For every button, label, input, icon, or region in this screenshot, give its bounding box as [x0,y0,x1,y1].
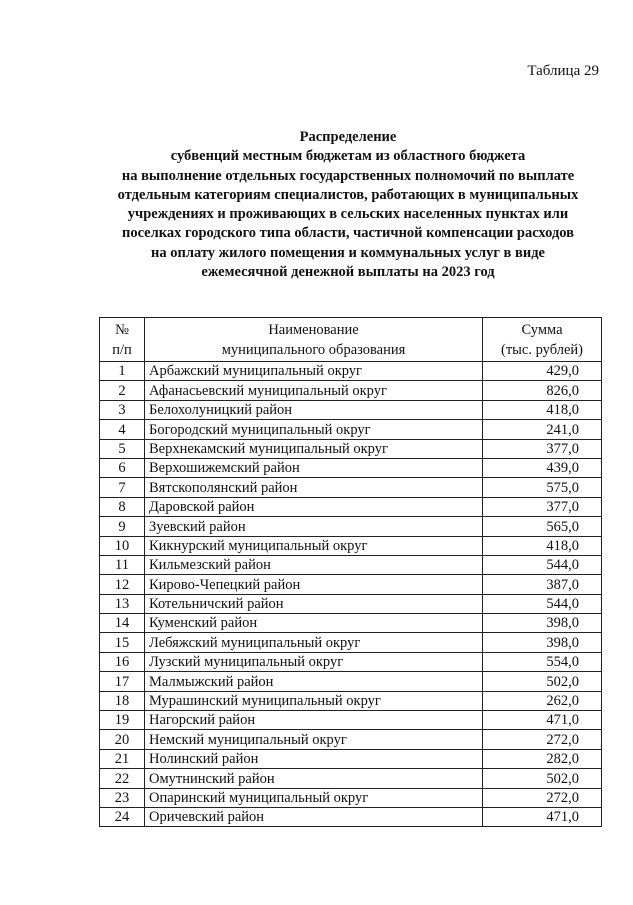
amount-cell: 272,0 [483,730,602,749]
municipality-name-cell: Верхошижемский район [145,458,483,477]
municipality-name-cell: Котельничский район [145,594,483,613]
amount-cell: 439,0 [483,458,602,477]
table-row [100,769,602,788]
municipality-name-cell: Немский муниципальный округ [145,730,483,749]
municipality-name-cell: Опаринский муниципальный округ [145,788,483,807]
distribution-table [99,317,602,827]
municipality-name-cell: Мурашинский муниципальный округ [145,691,483,710]
amount-cell: 377,0 [483,439,602,458]
table-row [100,652,602,671]
heading-line: поселках городского типа области, частичной компенсации расходов [121,225,575,242]
table-row [100,749,602,768]
municipality-name-cell: Нолинский район [145,749,483,768]
amount-cell: 544,0 [483,594,602,613]
municipality-name-cell: Афанасьевский муниципальный округ [145,381,483,400]
table-row [100,575,602,594]
table-row [100,420,602,439]
row-number-cell: 21 [100,749,145,768]
column-header-sum [483,318,602,362]
table-row [100,807,602,826]
table-row [100,497,602,516]
column-header-text: муниципального образования [221,341,406,358]
amount-cell: 471,0 [483,711,602,730]
municipality-name-cell: Верхнекамский муниципальный округ [145,439,483,458]
row-number-cell: 10 [100,536,145,555]
row-number-cell: 1 [100,362,145,381]
row-number-cell: 3 [100,400,145,419]
table-row [100,788,602,807]
municipality-name-cell: Нагорский район [145,711,483,730]
column-header-number [100,318,145,362]
heading-line: отдельным категориям специалистов, работающих в муниципальных [117,186,579,203]
table-row [100,536,602,555]
amount-cell: 429,0 [483,362,602,381]
municipality-name-cell: Арбажский муниципальный округ [145,362,483,381]
row-number-cell: 5 [100,439,145,458]
amount-cell: 826,0 [483,381,602,400]
table-row [100,711,602,730]
table-row [100,555,602,574]
column-header-text: п/п [112,341,132,358]
table-row [100,478,602,497]
heading-line: ежемесячной денежной выплаты на 2023 год [201,264,495,281]
amount-cell: 241,0 [483,420,602,439]
amount-cell: 575,0 [483,478,602,497]
amount-cell: 262,0 [483,691,602,710]
amount-cell: 377,0 [483,497,602,516]
row-number-cell: 15 [100,633,145,652]
municipality-name-cell: Кикнурский муниципальный округ [145,536,483,555]
municipality-name-cell: Зуевский район [145,517,483,536]
heading-line: субвенций местным бюджетам из областного бюджета [170,148,526,165]
column-header-text: Наименование [268,321,359,338]
amount-cell: 272,0 [483,788,602,807]
municipality-name-cell: Белохолуницкий район [145,400,483,419]
municipality-name-cell: Оричевский район [145,807,483,826]
table-row [100,730,602,749]
column-header-text: № [115,321,129,338]
municipality-name-cell: Богородский муниципальный округ [145,420,483,439]
row-number-cell: 16 [100,652,145,671]
municipality-name-cell: Лебяжский муниципальный округ [145,633,483,652]
column-header-name [145,318,483,362]
table-row [100,517,602,536]
row-number-cell: 17 [100,672,145,691]
row-number-cell: 14 [100,614,145,633]
row-number-cell: 11 [100,555,145,574]
municipality-name-cell: Лузский муниципальный округ [145,652,483,671]
row-number-cell: 13 [100,594,145,613]
heading-line: учреждениях и проживающих в сельских населенных пунктах или [127,206,569,223]
document-heading [98,128,598,282]
table-row [100,458,602,477]
table-number-label: Таблица 29 [527,63,599,79]
municipality-name-cell: Малмыжский район [145,672,483,691]
amount-cell: 565,0 [483,517,602,536]
heading-line: на выполнение отдельных государственных полномочий по выплате [121,167,575,184]
row-number-cell: 18 [100,691,145,710]
row-number-cell: 7 [100,478,145,497]
row-number-cell: 4 [100,420,145,439]
municipality-name-cell: Куменский район [145,614,483,633]
table-row [100,594,602,613]
column-header-text: (тыс. рублей) [501,341,583,358]
amount-cell: 418,0 [483,536,602,555]
row-number-cell: 9 [100,517,145,536]
row-number-cell: 19 [100,711,145,730]
row-number-cell: 22 [100,769,145,788]
column-header-text: Сумма [521,321,563,338]
amount-cell: 554,0 [483,652,602,671]
municipality-name-cell: Кирово-Чепецкий район [145,575,483,594]
heading-line: Распределение [299,129,397,145]
amount-cell: 282,0 [483,749,602,768]
row-number-cell: 12 [100,575,145,594]
row-number-cell: 6 [100,458,145,477]
municipality-name-cell: Вятскополянский район [145,478,483,497]
amount-cell: 471,0 [483,807,602,826]
amount-cell: 502,0 [483,672,602,691]
municipality-name-cell: Кильмезский район [145,555,483,574]
table-row [100,362,602,381]
municipality-name-cell: Омутнинский район [145,769,483,788]
row-number-cell: 20 [100,730,145,749]
amount-cell: 418,0 [483,400,602,419]
table-row [100,381,602,400]
heading-line: на оплату жилого помещения и коммунальных услуг в виде [151,244,545,261]
amount-cell: 398,0 [483,614,602,633]
table-body [100,362,602,827]
row-number-cell: 24 [100,807,145,826]
table-row [100,633,602,652]
row-number-cell: 2 [100,381,145,400]
table-row [100,614,602,633]
table-row [100,400,602,419]
row-number-cell: 23 [100,788,145,807]
amount-cell: 544,0 [483,555,602,574]
table-row [100,691,602,710]
amount-cell: 398,0 [483,633,602,652]
municipality-name-cell: Даровской район [145,497,483,516]
table-row [100,672,602,691]
amount-cell: 502,0 [483,769,602,788]
table-header-row [100,318,602,362]
table-row [100,439,602,458]
row-number-cell: 8 [100,497,145,516]
amount-cell: 387,0 [483,575,602,594]
